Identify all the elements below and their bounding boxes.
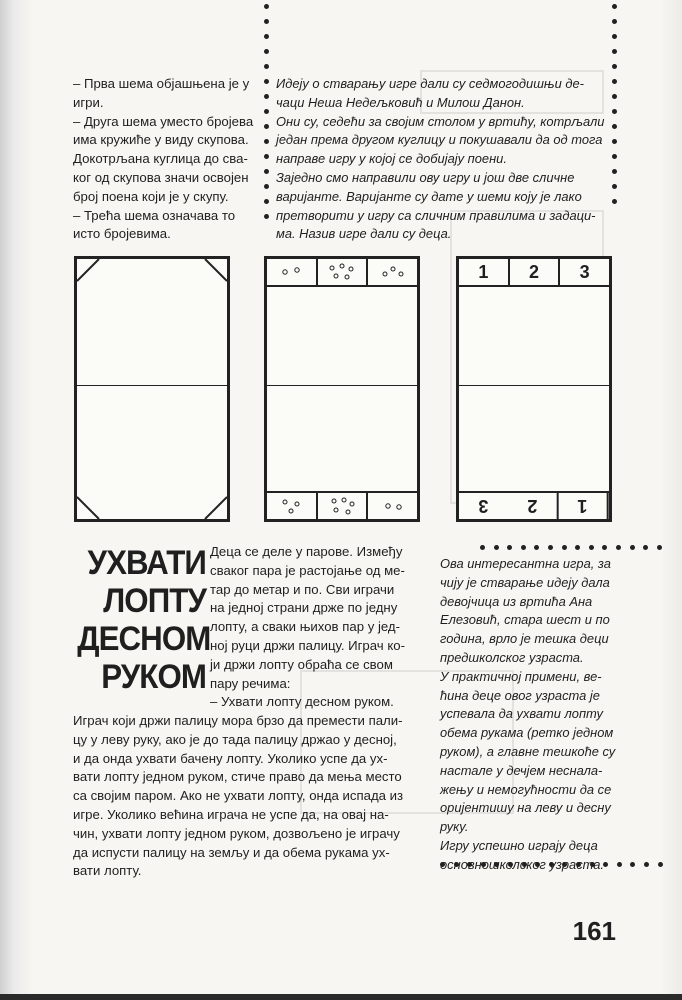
- number-strip-top: [459, 259, 609, 287]
- game-origin-text: Идеју о стварању игре дали су седмогодишњи де- чаци Неша Недељковић и Милош Данон. Они су, седећи за својим столом у вртићу, котрљали један према другом куглицу и покушавали да од тога направе игру у којој се добијају поени. Заједно смо направили ову игру и још две сличне варијанте. Варијанте су дате у шеми коју је лако претворити у игру са сличним правилима и задаци- ма. Назив игре дали су деца.: [276, 76, 605, 242]
- corner-mark-icon: [77, 259, 101, 283]
- center-line: [459, 385, 609, 386]
- scoring-strip-top: [267, 259, 417, 287]
- dot-set-cell: [366, 493, 417, 519]
- page-bottom-edge: [0, 994, 682, 1000]
- corner-mark-icon: [77, 495, 101, 519]
- game-rules-intro: Деца се деле у парове. Између сваког пара је растојање од ме- тар до метар и по. Сви играчи на једној страни држе по једну лопту, а сваки њихов пар у јед- ној руци држи палицу. Играч ко- ји држи лопту обраћа се свом пару речима: – Ухвати лопту десном руком.: [210, 544, 405, 710]
- number-strip-bottom: [459, 491, 609, 519]
- sidebar-note: Ова интересантна игра, за чију је стварање идеју дала девојчица из вртића Ана Елезовић, стара шест и по година, врло је тешка деци предшколског узраста. У практичној примени, ве- ћина деце овог узраста је успевала да ухвати лопту обема рукама (ретко једном руком), а главне тешкоће су настале у дечјем несналa- жењу и немогућности да се оријентишу на леву и десну руку. Игру успешно играју деца основношколског узраста.: [440, 556, 616, 872]
- number-cell: 3: [478, 496, 489, 517]
- scheme-panel-corners: [74, 256, 230, 522]
- game-title: УХВАТИ ЛОПТУ ДЕСНОМ РУКОМ: [77, 544, 211, 696]
- number-cell: 3: [558, 259, 609, 285]
- corner-mark-icon: [203, 495, 227, 519]
- page-number: 161: [572, 916, 616, 946]
- number-cell: 2: [508, 259, 559, 285]
- scheme-notes: – Прва шема објашњена је у игри. – Друга шема уместо бројева има кружиће у виду скупова. Докотрљана куглица до сва- ког од скупова значи освојен број поена који је у скупу. – Трећа шема означава то исто бројевима.: [73, 76, 254, 242]
- number-cell: 1: [558, 493, 609, 519]
- number-cell: 1: [478, 261, 489, 282]
- dotted-divider-right: [612, 4, 618, 204]
- dot-set-cell: [267, 259, 316, 285]
- corner-mark-icon: [203, 259, 227, 283]
- center-line: [267, 385, 417, 386]
- number-cell: 2: [508, 493, 559, 519]
- dot-set-cell: [316, 493, 367, 519]
- dotted-divider-top: [480, 545, 662, 551]
- scoring-strip-bottom: [267, 491, 417, 519]
- dot-set-cell: [316, 259, 367, 285]
- dotted-divider-vertical: [264, 4, 270, 219]
- scheme-panel-numbers: [456, 256, 612, 522]
- scheme-panel-dots: [264, 256, 420, 522]
- dot-set-cell: [267, 493, 316, 519]
- center-line: [77, 385, 227, 386]
- game-rules-body: Играч који држи палицу мора брзо да премести пали- цу у леву руку, ако је до тада палицу држао у десној, и да онда ухвати бачену лопту. Уколико успе да ух- вати лопту једном руком, стиче право да мења место са својим паром. Ако не ухвати лопту, онда испада из игре. Уколико већина играча не успе да, на овај на- чин, ухвати лопту једном руком, дозвољено је играчу да испусти палицу на земљу и да обема рукама ух- вати лопту.: [73, 713, 404, 879]
- dot-set-cell: [366, 259, 417, 285]
